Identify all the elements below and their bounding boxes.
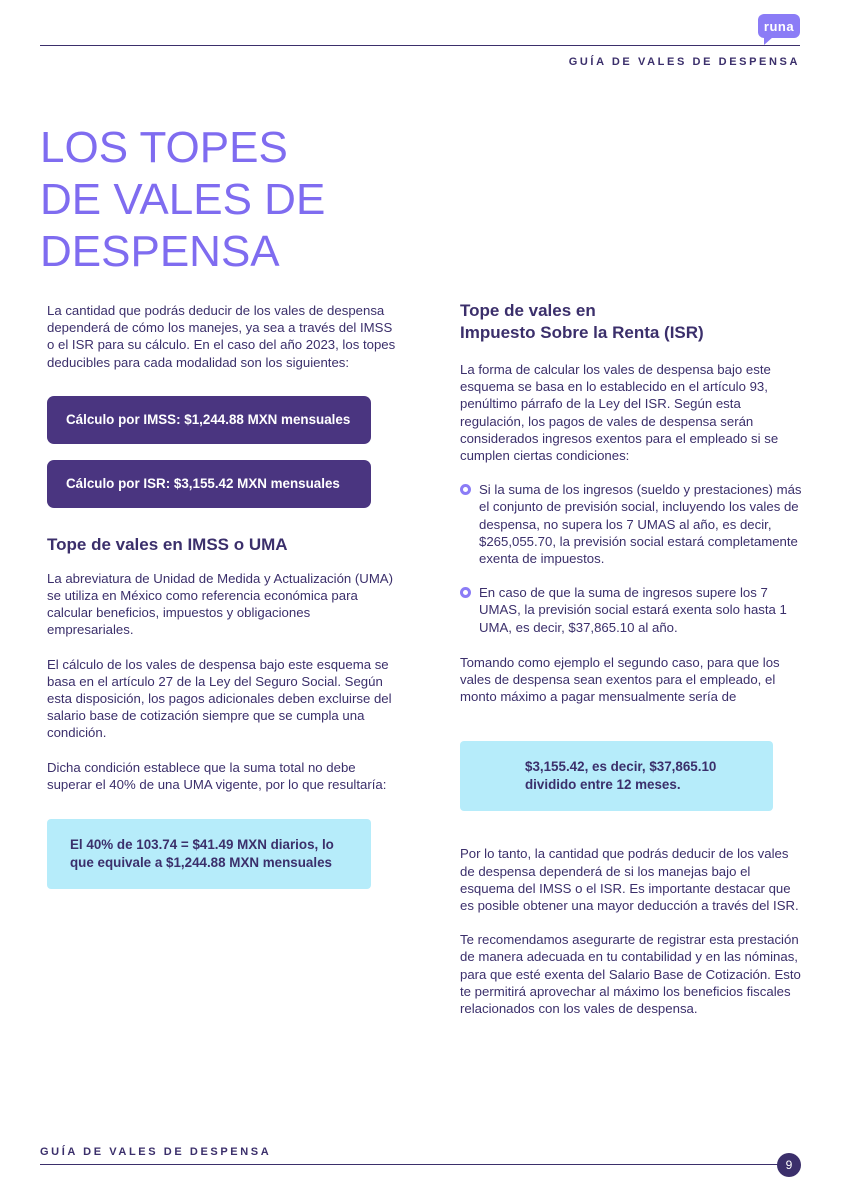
isr-calculation-pill: Cálculo por ISR: $3,155.42 MXN mensuales: [47, 460, 371, 508]
imss-highlight-box: El 40% de 103.74 = $41.49 MXN diarios, lo que equivale a $1,244.88 MXN mensuales: [47, 819, 371, 889]
imss-section-title: Tope de vales en IMSS o UMA: [47, 534, 288, 554]
imss-condition-paragraph: Dicha condición establece que la suma total no debe superar el 40% de una UMA vigente, por lo que resultaría:: [47, 759, 387, 792]
right-column: [460, 300, 805, 1017]
list-item-text: En caso de que la suma de ingresos supere los 7 UMAS, la previsión social estará exenta solo hasta 1 UMA, es decir, $37,865.10 al año.: [479, 585, 787, 635]
bullet-circle-icon: [460, 587, 471, 598]
page-title: [40, 122, 440, 278]
isr-section-title: [460, 300, 805, 344]
list-item-text: Si la suma de los ingresos (sueldo y prestaciones) más el conjunto de previsión social, incluyendo los vales de despensa, no supera los 7 UMAS al año, es decir, $265,055.70, la previsión social estará completamente exenta de impuestos.: [479, 482, 802, 567]
isr-section-title-line-2: Impuesto Sobre la Renta (ISR): [460, 323, 704, 342]
list-item: [460, 481, 805, 567]
isr-section-title-line-1: Tope de vales en: [460, 301, 596, 320]
isr-example-paragraph: Tomando como ejemplo el segundo caso, para que los vales de despensa sean exentos para el empleado, el monto máximo a pagar mensualmente sería de: [460, 654, 780, 705]
page-title-line-1: LOS TOPES: [40, 123, 288, 172]
runa-logo: runa: [758, 14, 800, 38]
uma-paragraph: La abreviatura de Unidad de Medida y Actualización (UMA) se utiliza en México como referencia económica para calcular beneficios, impuestos y obligaciones empresariales.: [47, 570, 393, 638]
bullet-circle-icon: [460, 484, 471, 495]
header-divider: [40, 45, 800, 46]
footer-divider: [40, 1164, 785, 1165]
intro-paragraph: La cantidad que podrás deducir de los vales de despensa dependerá de cómo los manejes, ya sea a través del IMSS o el ISR para su cálculo. En el caso del año 2023, los topes deducibles para cada modalidad son los siguientes:: [47, 303, 396, 370]
conclusion-paragraph: Por lo tanto, la cantidad que podrás deducir de los vales de despensa dependerá de si los manejas bajo el esquema del IMSS o el ISR. Es importante destacar que es posible obtener una mayor deducción a través del ISR.: [460, 846, 799, 914]
header-title: GUÍA DE VALES DE DESPENSA: [568, 56, 800, 68]
page-title-line-3: DESPENSA: [40, 227, 280, 276]
page-number: 9: [777, 1153, 801, 1177]
list-item: [460, 584, 805, 636]
imss-calculation-pill: Cálculo por IMSS: $1,244.88 MXN mensuales: [47, 396, 371, 444]
imss-calculation-paragraph: El cálculo de los vales de despensa bajo este esquema se basa en el artículo 27 de la Ley del Seguro Social. Según esta disposición, los pagos adicionales deben excluirse del salario base de cotización siempre que se cumpla una condición.: [47, 656, 392, 741]
isr-conditions-list: [460, 481, 805, 636]
page-title-line-2: DE VALES DE: [40, 175, 326, 224]
recommendation-paragraph: Te recomendamos asegurarte de registrar esta prestación de manera adecuada en tu contabilidad y en las nóminas, para que esté exenta del Salario Base de Cotización. Esto te permitirá aprovechar al máximo los beneficios fiscales relacionados con los vales de despensa.: [460, 932, 801, 1017]
isr-highlight-box: $3,155.42, es decir, $37,865.10 dividido entre 12 meses.: [460, 741, 773, 811]
isr-intro-paragraph: La forma de calcular los vales de despensa bajo este esquema se basa en lo establecido en el artículo 93, penúltimo párrafo de la Ley del ISR. Según esta regulación, los pagos de vales de despensa serán considerados ingresos exentos para el empleado si se cumplen ciertas condiciones:: [460, 362, 779, 464]
footer-title: GUÍA DE VALES DE DESPENSA: [40, 1146, 272, 1158]
left-column: [47, 302, 397, 889]
